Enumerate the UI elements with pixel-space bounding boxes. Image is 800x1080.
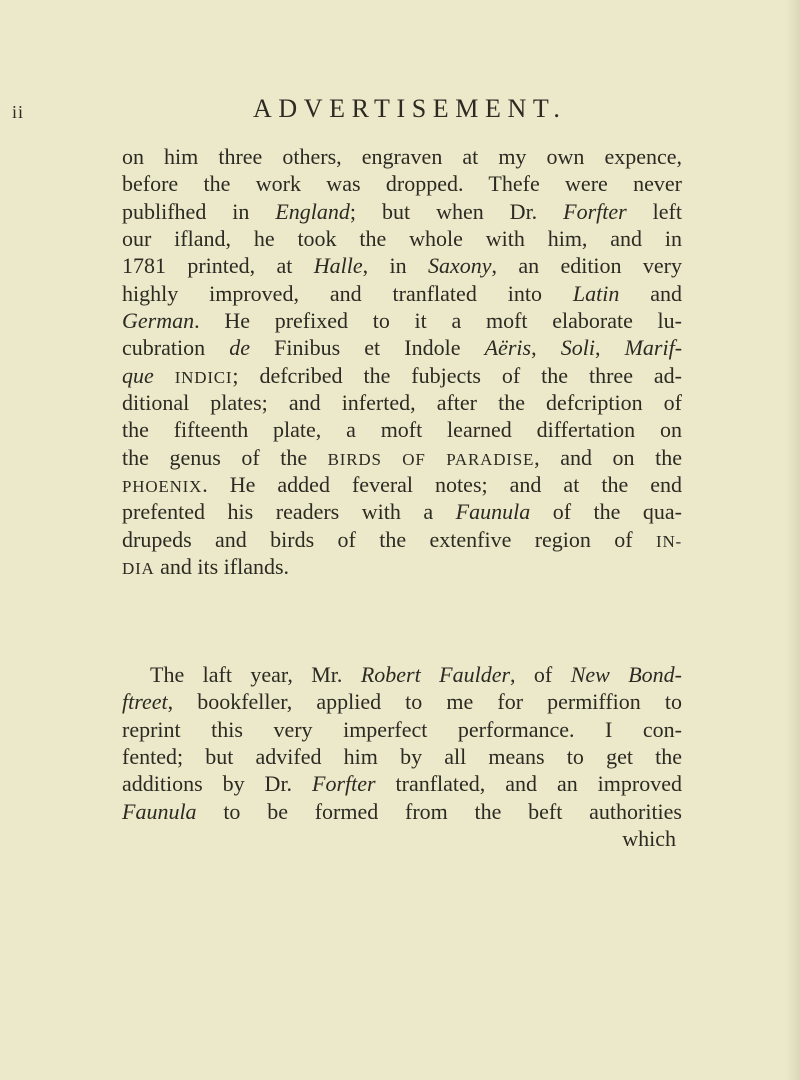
text-line	[122, 362, 682, 389]
page-header	[0, 94, 800, 134]
text-line	[122, 334, 682, 361]
text-run: , of	[510, 662, 571, 687]
text-run: ditional plates; and inferted, after the defcription of	[122, 390, 682, 416]
text-run: our ifland, he took the whole with him, and in	[122, 226, 682, 252]
paragraph-1	[122, 143, 682, 581]
text-run: . He added feveral notes; and at the end	[202, 472, 682, 498]
text-run	[154, 363, 175, 388]
text-run: Finibus et Indole	[249, 335, 485, 361]
text-line	[122, 307, 682, 334]
italic-run: de	[229, 335, 250, 361]
small-caps-run: BIRDS	[327, 449, 382, 469]
text-line	[122, 661, 682, 688]
text-line	[122, 198, 682, 225]
text-run: and its iflands.	[154, 554, 290, 580]
text-run: cubration	[122, 335, 230, 361]
small-caps-run: IN-	[656, 531, 682, 551]
page-number: ii	[12, 102, 25, 122]
text-line	[122, 498, 682, 525]
text-run	[426, 445, 447, 470]
text-line	[122, 471, 682, 498]
text-run: publifhed in	[122, 198, 276, 224]
page-edge-shadow	[786, 0, 800, 1080]
text-line	[122, 280, 682, 307]
text-run: , and on the	[534, 444, 682, 470]
italic-run: Robert Faulder	[360, 662, 511, 687]
text-run: additions by Dr.	[122, 771, 313, 797]
text-run: left	[626, 198, 682, 224]
italic-run: England	[275, 198, 350, 224]
text-line	[122, 143, 682, 170]
text-run: the genus of the	[122, 444, 328, 470]
text-line	[122, 743, 682, 770]
text-line	[122, 389, 682, 416]
text-run: drupeds and birds of the extenfive region of	[122, 526, 656, 552]
italic-run: Halle	[313, 253, 363, 279]
text-line	[122, 688, 682, 715]
running-head: ADVERTISEMENT.	[253, 94, 567, 123]
text-line	[122, 225, 682, 252]
text-line	[122, 770, 682, 797]
text-run: , an edition very	[491, 253, 682, 279]
text-run: ,	[531, 335, 561, 361]
italic-run: Soli	[560, 335, 595, 361]
italic-run: Marif-	[624, 335, 683, 361]
text-line	[122, 798, 682, 825]
italic-run: Saxony	[427, 253, 492, 279]
text-run: The laft year, Mr.	[150, 662, 361, 687]
text-run: . He prefixed to it a moft elaborate lu-	[194, 308, 682, 334]
text-run: ,	[594, 335, 625, 361]
text-run: , bookfeller, applied to me for permiffion to	[167, 689, 682, 715]
italic-run: que	[122, 362, 154, 388]
text-run: 1781 printed, at	[122, 253, 314, 279]
text-run	[382, 445, 403, 470]
text-run: , in	[362, 253, 428, 279]
text-run: highly improved, and tranflated into	[122, 280, 573, 306]
text-run: the fifteenth plate, a moft learned differtation on	[122, 417, 682, 443]
text-run: reprint this very imperfect performance. I con-	[122, 716, 682, 742]
text-run: ; but when Dr.	[349, 198, 564, 224]
text-line	[122, 526, 682, 553]
text-run: tranflated, and an improved	[375, 771, 682, 797]
italic-run: Faunula	[122, 798, 197, 824]
text-run: on him three others, engraven at my own expence,	[122, 144, 682, 169]
text-run: of the qua-	[530, 499, 683, 525]
italic-run: Forfter	[312, 771, 376, 797]
text-line	[122, 553, 682, 580]
text-line	[122, 170, 682, 197]
text-line	[122, 416, 682, 443]
italic-run: Faunula	[455, 499, 531, 525]
paragraph-2	[122, 661, 682, 852]
text-line	[122, 716, 682, 743]
text-run: before the work was dropped. Thefe were never	[122, 171, 682, 197]
text-run: prefented his readers with a	[122, 499, 456, 525]
small-caps-run: INDICI	[174, 367, 233, 387]
text-run: ; defcribed the fubjects of the three ad-	[232, 362, 683, 388]
italic-run: German	[122, 308, 195, 334]
text-run: and	[619, 280, 683, 306]
italic-run: New Bond-	[570, 662, 682, 687]
catchword: which	[622, 826, 676, 852]
small-caps-run: PHOENIX	[122, 477, 203, 497]
text-run: fented; but advifed him by all means to get the	[122, 744, 682, 770]
text-run: to be formed from the beft authorities	[196, 798, 682, 824]
small-caps-run: OF	[402, 449, 426, 469]
text-line	[122, 444, 682, 471]
text-line	[122, 252, 682, 279]
small-caps-run: DIA	[122, 559, 155, 579]
italic-run: Forfter	[563, 198, 627, 224]
italic-run: Aëris	[484, 335, 532, 361]
small-caps-run: PARADISE	[446, 449, 535, 469]
italic-run: Latin	[572, 280, 620, 306]
italic-run: ftreet	[122, 689, 168, 715]
